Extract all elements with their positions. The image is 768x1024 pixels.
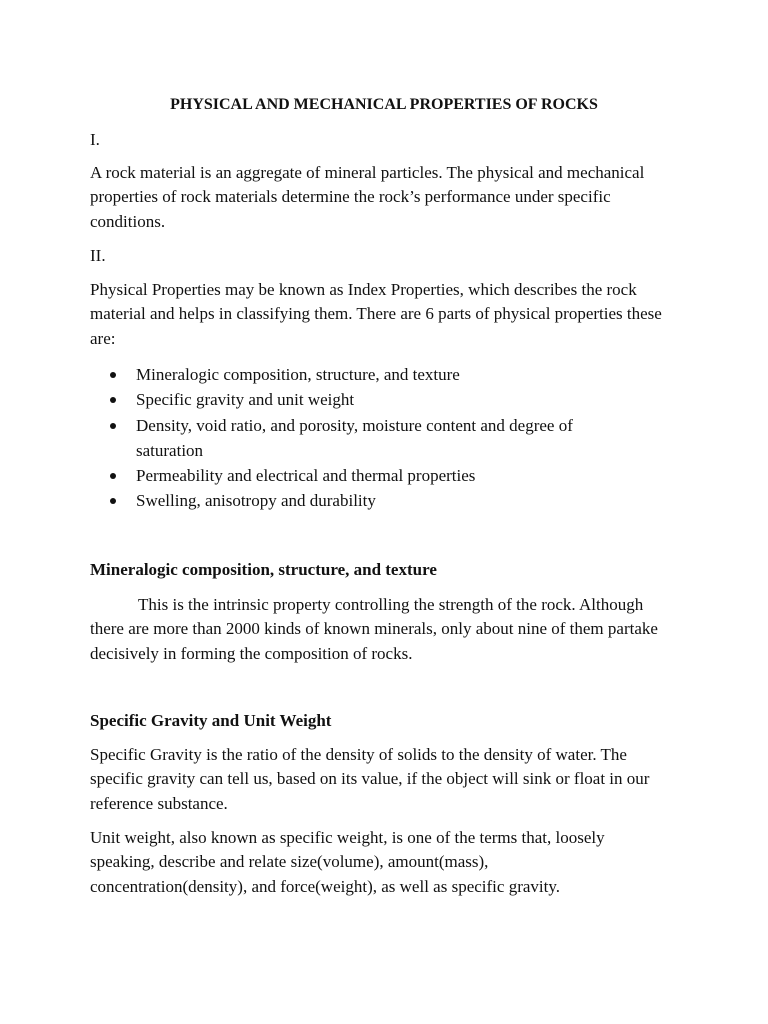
list-item bbox=[90, 413, 636, 464]
list-item-text: Mineralogic composition, structure, and texture bbox=[136, 365, 460, 384]
physical-properties-paragraph: Physical Properties may be known as Index Properties, which describes the rock material and helps in classifying them. There are 6 parts of physical properties these are: bbox=[90, 280, 662, 348]
list-item-text: Density, void ratio, and porosity, moisture content and degree of saturation bbox=[136, 415, 573, 460]
section-numeral-1: I. bbox=[90, 130, 100, 149]
list-item-text: Specific gravity and unit weight bbox=[136, 390, 355, 410]
list-item bbox=[90, 488, 690, 513]
section-numeral-2: II. bbox=[90, 246, 106, 265]
unit-weight-paragraph: Unit weight, also known as specific weight, is one of the terms that, loosely speaking, describe and relate size(volume), amount(mass), concentration(density), and force(weight), as well as specific gravity. bbox=[90, 828, 605, 896]
specific-gravity-paragraph: Specific Gravity is the ratio of the density of solids to the density of water. The specific gravity can tell us, based on its value, if the object will sink or float in our reference substance. bbox=[90, 745, 650, 813]
mineralogic-paragraph: This is the intrinsic property controlling the strength of the rock. Although there are more than 2000 kinds of known minerals, only about nine of them partake decisively in forming the composition of rocks. bbox=[90, 595, 658, 663]
list-item-text: Permeability and electrical and thermal properties bbox=[136, 466, 476, 486]
bullet-icon bbox=[110, 423, 116, 429]
list-item bbox=[90, 362, 690, 387]
bullet-icon bbox=[110, 498, 116, 504]
list-item bbox=[90, 463, 690, 488]
bullet-icon bbox=[110, 473, 116, 479]
specific-gravity-heading: Specific Gravity and Unit Weight bbox=[90, 711, 332, 730]
bullet-icon bbox=[110, 372, 116, 378]
bullet-icon bbox=[110, 397, 116, 403]
mineralogic-heading: Mineralogic composition, structure, and texture bbox=[90, 560, 437, 579]
document-title: PHYSICAL AND MECHANICAL PROPERTIES OF ROCKS bbox=[170, 96, 598, 113]
list-item-text: Swelling, anisotropy and durability bbox=[136, 491, 376, 511]
intro-paragraph: A rock material is an aggregate of mineral particles. The physical and mechanical properties of rock materials determine the rock’s performance under specific conditions. bbox=[90, 163, 645, 231]
list-item bbox=[90, 387, 690, 412]
physical-properties-list bbox=[90, 362, 690, 514]
